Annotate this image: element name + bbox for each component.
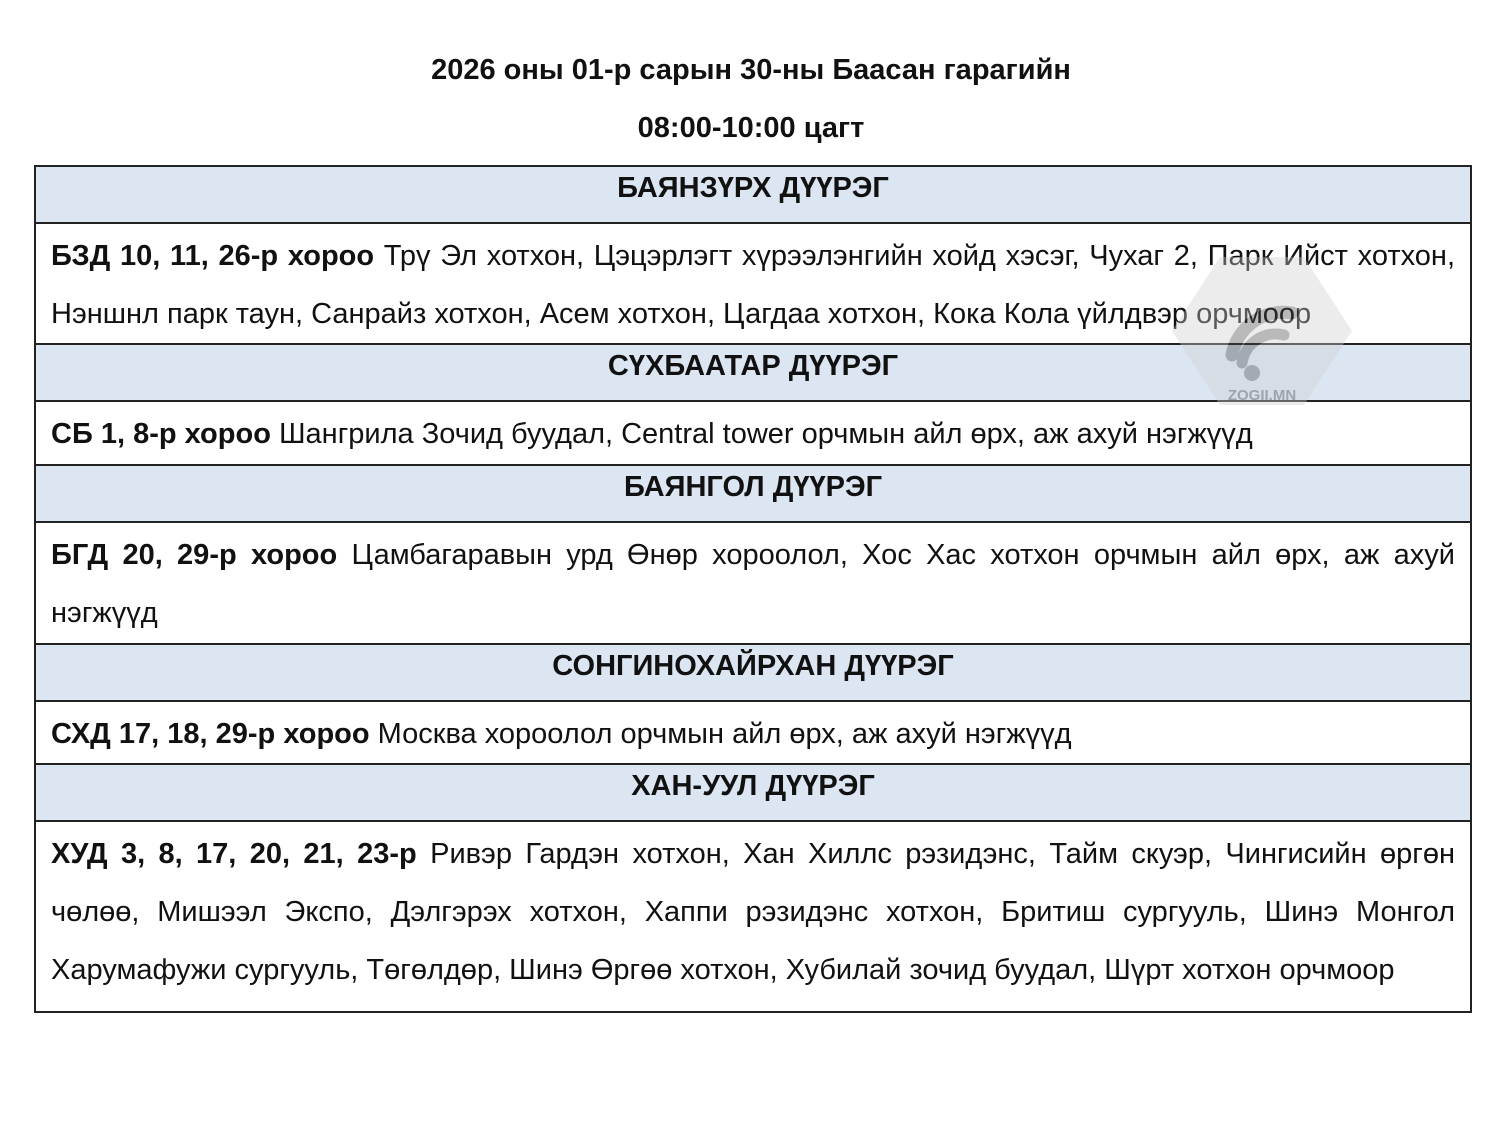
district-header-sukhbaatar: СҮХБААТАР ДҮҮРЭГ <box>36 345 1470 402</box>
location-list: Трү Эл хотхон, Цэцэрлэгт хүрээлэнгийн хойд хэсэг, Чухаг 2, Парк Ийст хотхон, Нэншнл парк таун, Санрайз хотхон, Асем хотхон, Цагдаа хотхон, Кока Кола үйлдвэр орчмоор <box>51 240 1456 330</box>
location-list: Цамбагаравын урд Өнөр хороолол, Хос Хас хотхон орчмын айл өрх, аж ахуй нэгжүүд <box>51 539 1455 629</box>
zogii-watermark-logo <box>1170 255 1354 407</box>
khoroo-label: СБ 1, 8-р хороо <box>51 418 271 451</box>
document-title-date: 2026 оны 01-р сарын 30-ны Баасан гарагийн <box>431 54 1071 86</box>
district-header-bayanzurkh: БАЯНЗҮРХ ДҮҮРЭГ <box>36 167 1470 224</box>
location-list: Москва хороолол орчмын айл өрх, аж ахуй нэгжүүд <box>369 717 1072 750</box>
district-header-bayangol: БАЯНГОЛ ДҮҮРЭГ <box>36 466 1470 523</box>
khoroo-label: ХУД 3, 8, 17, 20, 21, 23-р <box>51 838 417 871</box>
document-title-time: 08:00-10:00 цагт <box>637 112 865 144</box>
khoroo-label: БЗД 10, 11, 26-р хороо <box>51 240 375 272</box>
location-list: Шангрила Зочид буудал, Central tower орчмын айл өрх, аж ахуй нэгжүүд <box>270 418 1253 451</box>
location-list: Ривэр Гардэн хотхон, Хан Хиллс рэзидэнс, Тайм скуэр, Чингисийн өргөн чөлөө, Мишээл Экспо, Дэлгэрэх хотхон, Хаппи рэзидэнс хотхон, Бритиш сургууль, Шинэ Монгол Харумафужи сургууль, Төгөлдөр, Шинэ Өргөө хотхон, Хубилай зочид буудал, Шүрт хотхон орчмоор <box>51 838 1455 986</box>
khoroo-label: БГД 20, 29-р хороо <box>51 539 338 572</box>
district-details-khan-uul <box>36 822 1470 1011</box>
watermark-label: ZOGII.MN <box>1227 387 1297 404</box>
district-header-khan-uul: ХАН-УУЛ ДҮҮРЭГ <box>36 765 1470 822</box>
district-details-songinokhairkhan <box>36 702 1470 766</box>
district-details-bayangol <box>36 523 1470 644</box>
district-header-songinokhairkhan: СОНГИНОХАЙРХАН ДҮҮРЭГ <box>36 645 1470 702</box>
signal-dot-icon <box>1244 365 1260 381</box>
khoroo-label: СХД 17, 18, 29-р хороо <box>51 717 370 750</box>
district-details-sukhbaatar <box>36 402 1470 466</box>
